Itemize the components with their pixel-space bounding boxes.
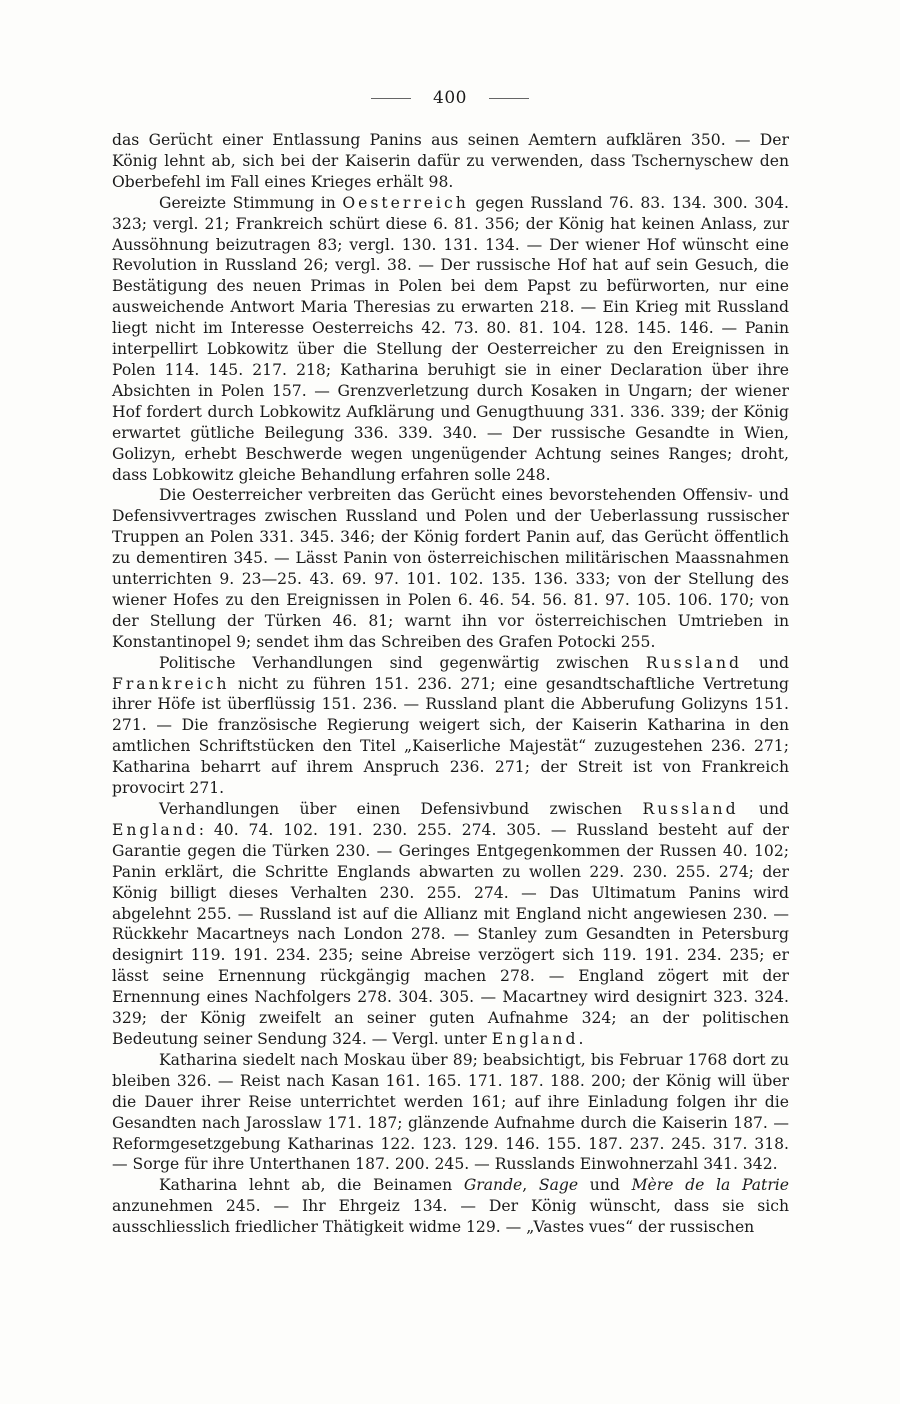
paragraph-text: Katharina lehnt ab, die Beinamen xyxy=(159,1176,464,1195)
index-paragraph xyxy=(112,653,789,799)
paragraph-text: und xyxy=(741,653,790,672)
index-paragraph xyxy=(112,130,789,193)
spaced-name: Russland xyxy=(645,653,742,672)
italic-term: Grande xyxy=(463,1176,523,1195)
paragraph-text: gegen Russland 76. 83. 134. 300. 304. 323; vergl. 21; Frankreich schürt diese 6. 81. 356; der König hat keinen Anlass, zur Aussöhnung beizutragen 83; vergl. 130. 131. 134. — Der wiener Hof wünscht eine Revolution in Russland 26; vergl. 38. — Der russische Hof hat auf sein Gesuch, die Bestätigung des neuen Primas in Polen bei dem Papst zu befürworten, nur eine ausweichende Antwort Maria Theresias zu erwarten 218. — Ein Krieg mit Russland liegt nicht im Interesse Oesterreichs 42. 73. 80. 81. 104. 128. 145. 146. — Panin interpellirt Lobkowitz über die Stellung der Oesterreicher zu den Ereignissen in Polen 114. 145. 217. 218; Katharina beruhigt sie in einer Declaration über ihre Absichten in Polen 157. — Grenzverletzung durch Kosaken in Ungarn; der wiener Hof fordert durch Lobkowitz Aufklärung und Genugthuung 331. 336. 339; der König erwartet gütliche Beilegung 336. 339. 340. — Der russische Gesandte in Wien, Golizyn, erhebt Beschwerde wegen ungenügender Achtung seines Ranges; droht, dass Lobkowitz gleiche Behandlung erfahren solle 248. xyxy=(112,193,790,484)
index-paragraph xyxy=(112,799,789,1050)
paragraph-text: nicht zu führen 151. 236. 271; eine gesandtschaftliche Vertretung ihrer Höfe ist überflüssig 151. 236. — Russland plant die Abberufung Golizyns 151. 271. — Die französische Regierung weigert sich, der Kaiserin Katharina in den amtlichen Schriftstücken den Titel „Kaiserliche Majestät“ zuzugestehen 236. 271; Katharina beharrt auf ihrem Anspruch 236. 271; der Streit ist von Frankreich provocirt 271. xyxy=(112,674,789,798)
spaced-name: Frankreich xyxy=(112,674,230,693)
header-rule-right xyxy=(489,98,529,99)
paragraph-text: Verhandlungen über einen Defensivbund zwischen xyxy=(159,800,643,818)
paragraph-text: das Gerücht einer Entlassung Panins aus seinen Aemtern aufklären 350. — Der König lehnt ab, sich bei der Kaiserin dafür zu verwenden, dass Tschernyschew den Oberbefehl im Fall eines Krieges erhält 98. xyxy=(112,131,789,191)
spaced-name: Russland xyxy=(642,800,739,818)
index-paragraph xyxy=(112,1050,789,1175)
index-paragraph xyxy=(112,1175,789,1238)
spaced-name: England xyxy=(491,1029,579,1048)
paragraph-text: , xyxy=(522,1176,539,1195)
paragraph-text: anzunehmen 245. — Ihr Ehrgeiz 134. — Der König wünscht, dass sie sich ausschliesslich friedlicher Thätigkeit widme 129. — „Vastes vues“ der russischen xyxy=(112,1197,789,1237)
header-rule-left xyxy=(371,98,411,99)
page-header xyxy=(0,88,900,108)
italic-term: Mère de la Patrie xyxy=(631,1176,789,1195)
body-text xyxy=(112,130,789,1238)
paragraph-text: Die Oesterreicher verbreiten das Gerücht eines bevorstehenden Offensiv- und Defensivvertrages zwischen Russland und Polen und der Ueberlassung russischer Truppen an Polen 331. 345. 346; der König fordert Panin auf, das Gerücht öffentlich zu dementiren 345. — Lässt Panin von österreichischen militärischen Maassnahmen unterrichten 9. 23—25. 43. 69. 97. 101. 102. 135. 136. 333; von der Stellung des wiener Hofes zu den Ereignissen in Polen 6. 46. 54. 56. 81. 97. 105. 106. 170; von der Stellung der Türken 46. 81; warnt ihn vor österreichischen Umtrieben in Konstantinopel 9; sendet ihm das Schreiben des Grafen Potocki 255. xyxy=(112,486,789,651)
index-paragraph xyxy=(112,485,789,652)
paragraph-text: und xyxy=(578,1176,632,1195)
spaced-name: England xyxy=(112,820,199,839)
paragraph-text: Gereizte Stimmung in xyxy=(159,193,343,212)
page-number: 400 xyxy=(433,88,467,108)
paragraph-text: Katharina siedelt nach Moskau über 89; beabsichtigt, bis Februar 1768 dort zu bleiben 326. — Reist nach Kasan 161. 165. 171. 187. 188. 200; der König will über die Dauer ihrer Reise unterrichtet werden 161; auf ihre Einladung folgen ihr die Gesandten nach Jarosslaw 171. 187; glänzende Aufnahme durch die Kaiserin 187. — Reformgesetzgebung Katharinas 122. 123. 129. 146. 155. 187. 237. 245. 317. 318. — Sorge für ihre Unterthanen 187. 200. 245. — Russlands Einwohnerzahl 341. 342. xyxy=(112,1050,789,1174)
index-paragraph xyxy=(112,193,789,486)
paragraph-text: und xyxy=(738,800,790,818)
spaced-name: Oesterreich xyxy=(342,193,469,212)
paragraph-text: . xyxy=(578,1029,584,1048)
paragraph-text: Politische Verhandlungen sind gegenwärtig zwischen xyxy=(159,653,646,672)
paragraph-text: : 40. 74. 102. 191. 230. 255. 274. 305. — Russland besteht auf der Garantie gegen die Türken 230. — Geringes Entgegenkommen der Russen 40. 102; Panin erklärt, die Schritte Englands abwarten zu wollen 229. 230. 255. 274; der König billigt dieses Verhalten 230. 255. 274. — Das Ultimatum Panins wird abgelehnt 255. — Russland ist auf die Allianz mit England nicht angewiesen 230. — Rückkehr Macartneys nach London 278. — Stanley zum Gesandten in Petersburg designirt 119. 191. 234. 235; seine Abreise verzögert sich 119. 191. 234. 235; er lässt seine Ernennung rückgängig machen 278. — England zögert mit der Ernennung eines Nachfolgers 278. 304. 305. — Macartney wird designirt 323. 324. 329; der König zweifelt an seiner guten Aufnahme 324; an der politischen Bedeutung seiner Sendung 324. — Vergl. unter xyxy=(112,820,789,1048)
italic-term: Sage xyxy=(538,1176,579,1195)
